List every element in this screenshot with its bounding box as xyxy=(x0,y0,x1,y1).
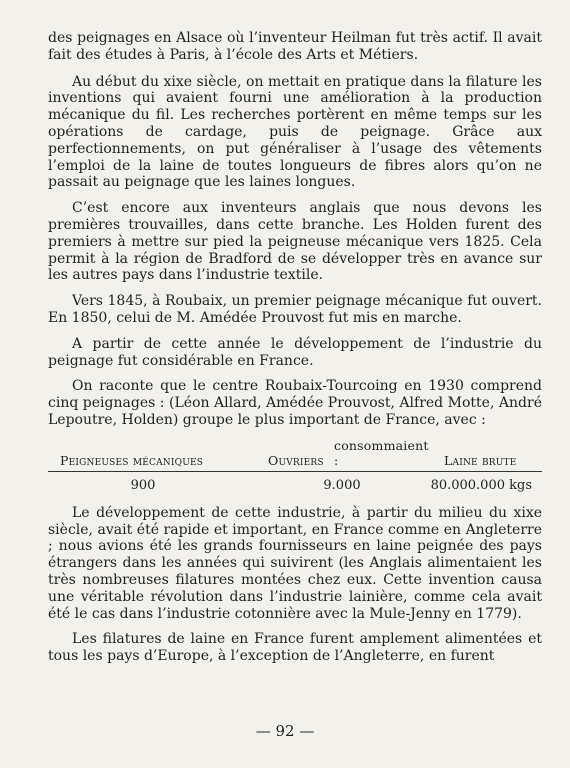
page-number: — 92 — xyxy=(255,722,315,740)
paragraph-roubaix: Vers 1845, à Roubaix, un premier peignage mécanique fut ouvert. En 1850, celui de M. Amédée Prouvost fut mis en marche. xyxy=(48,293,542,326)
paragraph-xix-century: Au début du xixe siècle, on mettait en pratique dans la filature les inventions qui avaient fourni une amélioration à la production mécanique du fil. Les recherches portèrent en même temps sur les opérations de cardage, puis de peignage. Grâce aux perfectionnements, on put généraliser à l’usage des vêtements l’emploi de la laine de toutes longueurs de fibres alors qu’on ne passait au peignage que les laines longues. xyxy=(48,73,542,191)
cell-peigneuses: 900 xyxy=(130,477,156,493)
paragraph-filatures: Les filatures de laine en France furent amplement alimentées et tous les pays d’Europe, à l’exception de l’Angleterre, en furent xyxy=(48,631,542,665)
header-peigneuses: Peigneuses mécaniques xyxy=(60,452,204,468)
statistics-table xyxy=(48,438,542,493)
table-row xyxy=(48,478,542,493)
paragraph-industry-growth: Le développement de cette industrie, à partir du milieu du xixe siècle, avait été rapide et important, en France comme en Angleterre ; nous avions été les grands fournisseurs en laine peignée des pays étrangers dans les années qui suivirent (les Anglais alimentaient les très nombreuses filatures montées chez eux. Cette invention causa une véritable révolution dans l’industrie lainière, comme cela avait été le cas dans l’industrie cotonnière avec la Mule-Jenny en 1779). xyxy=(48,504,542,622)
cell-ouvriers: 9.000 xyxy=(323,477,361,493)
paragraph-continuation: des peignages en Alsace où l’inventeur Heilman fut très actif. Il avait fait des études à Paris, à l’école des Arts et Métiers. xyxy=(48,30,542,63)
cell-laine-brute: 80.000.000 kgs xyxy=(430,477,532,493)
header-consommaient: consommaient : xyxy=(334,437,429,468)
table-header-row xyxy=(48,438,542,472)
paragraph-english-inventors: C’est encore aux inventeurs anglais que nous devons les premières trouvailles, dans cette branche. Les Holden furent des premiers à mettre sur pied la peigneuse mécanique vers 1825. Cela permit à la région de Bradford de se développer très en avance sur les autres pays dans l’industrie textile. xyxy=(48,200,542,284)
header-ouvriers: Ouvriers xyxy=(268,452,324,468)
paragraph-development: A partir de cette année le développement de l’industrie du peignage fut considérable en France. xyxy=(48,335,542,369)
header-laine-brute: Laine brute xyxy=(444,452,517,468)
paragraph-roubaix-tourcoing: On raconte que le centre Roubaix-Tourcoing en 1930 comprend cinq peignages : (Léon Allard, Amédée Prouvost, Alfred Motte, André Lepoutre, Holden) groupe le plus important de France, avec : xyxy=(48,378,542,428)
